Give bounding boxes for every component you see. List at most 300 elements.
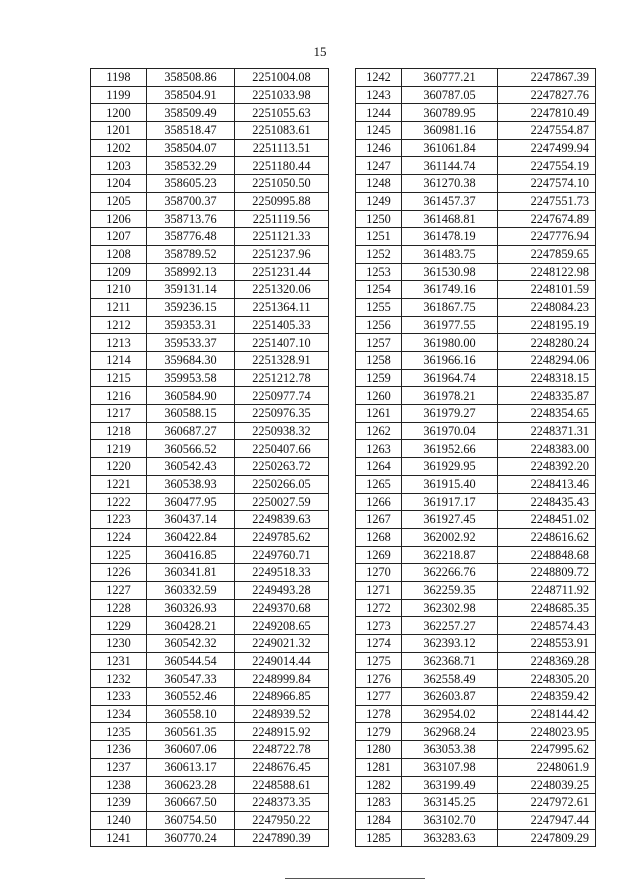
point-number-cell: 1215 <box>91 369 147 387</box>
point-number-cell: 1199 <box>91 86 147 104</box>
y-coordinate-cell: 2249208.65 <box>235 617 329 635</box>
table-row <box>91 228 329 246</box>
x-coordinate-cell: 363283.63 <box>402 829 498 847</box>
point-number-cell: 1253 <box>356 263 402 281</box>
y-coordinate-cell: 2248451.02 <box>498 511 596 529</box>
point-number-cell: 1257 <box>356 334 402 352</box>
x-coordinate-cell: 360584.90 <box>147 387 235 405</box>
table-row <box>91 104 329 122</box>
point-number-cell: 1270 <box>356 564 402 582</box>
y-coordinate-cell: 2248435.43 <box>498 493 596 511</box>
table-row <box>356 422 596 440</box>
point-number-cell: 1209 <box>91 263 147 281</box>
point-number-cell: 1235 <box>91 723 147 741</box>
table-row <box>91 617 329 635</box>
x-coordinate-cell: 360623.28 <box>147 776 235 794</box>
x-coordinate-cell: 360981.16 <box>402 122 498 140</box>
y-coordinate-cell: 2249518.33 <box>235 564 329 582</box>
point-number-cell: 1228 <box>91 599 147 617</box>
y-coordinate-cell: 2249839.63 <box>235 511 329 529</box>
x-coordinate-cell: 358700.37 <box>147 192 235 210</box>
y-coordinate-cell: 2251237.96 <box>235 245 329 263</box>
x-coordinate-cell: 358504.91 <box>147 86 235 104</box>
table-row <box>91 387 329 405</box>
point-number-cell: 1218 <box>91 422 147 440</box>
point-number-cell: 1249 <box>356 192 402 210</box>
y-coordinate-cell: 2251121.33 <box>235 228 329 246</box>
point-number-cell: 1211 <box>91 298 147 316</box>
table-row <box>91 69 329 87</box>
x-coordinate-cell: 361457.37 <box>402 192 498 210</box>
table-row <box>356 298 596 316</box>
point-number-cell: 1256 <box>356 316 402 334</box>
y-coordinate-cell: 2249021.32 <box>235 635 329 653</box>
table-row <box>356 210 596 228</box>
table-row <box>356 829 596 847</box>
x-coordinate-cell: 363107.98 <box>402 758 498 776</box>
x-coordinate-cell: 360538.93 <box>147 475 235 493</box>
point-number-cell: 1266 <box>356 493 402 511</box>
coordinates-table-left <box>90 68 329 847</box>
table-row <box>91 86 329 104</box>
point-number-cell: 1284 <box>356 811 402 829</box>
y-coordinate-cell: 2249014.44 <box>235 652 329 670</box>
y-coordinate-cell: 2251407.10 <box>235 334 329 352</box>
y-coordinate-cell: 2248101.59 <box>498 281 596 299</box>
table-row <box>356 122 596 140</box>
table-row <box>91 175 329 193</box>
table-row <box>356 599 596 617</box>
y-coordinate-cell: 2248711.92 <box>498 581 596 599</box>
y-coordinate-cell: 2247810.49 <box>498 104 596 122</box>
x-coordinate-cell: 362259.35 <box>402 581 498 599</box>
point-number-cell: 1198 <box>91 69 147 87</box>
table-row <box>356 811 596 829</box>
x-coordinate-cell: 361929.95 <box>402 458 498 476</box>
y-coordinate-cell: 2248676.45 <box>235 758 329 776</box>
point-number-cell: 1233 <box>91 688 147 706</box>
y-coordinate-cell: 2248848.68 <box>498 546 596 564</box>
table-row <box>91 581 329 599</box>
point-number-cell: 1243 <box>356 86 402 104</box>
x-coordinate-cell: 361952.66 <box>402 440 498 458</box>
x-coordinate-cell: 360588.15 <box>147 405 235 423</box>
table-row <box>356 705 596 723</box>
x-coordinate-cell: 358518.47 <box>147 122 235 140</box>
table-row <box>91 281 329 299</box>
point-number-cell: 1279 <box>356 723 402 741</box>
x-coordinate-cell: 361966.16 <box>402 352 498 370</box>
y-coordinate-cell: 2248685.35 <box>498 599 596 617</box>
point-number-cell: 1247 <box>356 157 402 175</box>
x-coordinate-cell: 361270.38 <box>402 175 498 193</box>
table-row <box>91 599 329 617</box>
x-coordinate-cell: 361979.27 <box>402 405 498 423</box>
table-row <box>91 741 329 759</box>
y-coordinate-cell: 2247674.89 <box>498 210 596 228</box>
x-coordinate-cell: 362393.12 <box>402 635 498 653</box>
table-row <box>91 139 329 157</box>
x-coordinate-cell: 361478.19 <box>402 228 498 246</box>
y-coordinate-cell: 2248335.87 <box>498 387 596 405</box>
point-number-cell: 1244 <box>356 104 402 122</box>
point-number-cell: 1231 <box>91 652 147 670</box>
y-coordinate-cell: 2248371.31 <box>498 422 596 440</box>
y-coordinate-cell: 2248084.23 <box>498 298 596 316</box>
point-number-cell: 1240 <box>91 811 147 829</box>
table-row <box>91 245 329 263</box>
y-coordinate-cell: 2248280.24 <box>498 334 596 352</box>
x-coordinate-cell: 362603.87 <box>402 688 498 706</box>
y-coordinate-cell: 2248305.20 <box>498 670 596 688</box>
point-number-cell: 1267 <box>356 511 402 529</box>
y-coordinate-cell: 2248553.91 <box>498 635 596 653</box>
y-coordinate-cell: 2251033.98 <box>235 86 329 104</box>
table-row <box>356 405 596 423</box>
x-coordinate-cell: 360416.85 <box>147 546 235 564</box>
x-coordinate-cell: 360754.50 <box>147 811 235 829</box>
x-coordinate-cell: 363199.49 <box>402 776 498 794</box>
point-number-cell: 1281 <box>356 758 402 776</box>
page-number: 15 <box>313 44 327 59</box>
y-coordinate-cell: 2248413.46 <box>498 475 596 493</box>
x-coordinate-cell: 360777.21 <box>402 69 498 87</box>
point-number-cell: 1224 <box>91 528 147 546</box>
point-number-cell: 1272 <box>356 599 402 617</box>
point-number-cell: 1222 <box>91 493 147 511</box>
table-row <box>356 387 596 405</box>
table-row <box>91 422 329 440</box>
table-body-right <box>356 69 596 847</box>
x-coordinate-cell: 362954.02 <box>402 705 498 723</box>
y-coordinate-cell: 2251231.44 <box>235 263 329 281</box>
x-coordinate-cell: 360544.54 <box>147 652 235 670</box>
table-row <box>91 440 329 458</box>
y-coordinate-cell: 2248999.84 <box>235 670 329 688</box>
table-row <box>91 316 329 334</box>
y-coordinate-cell: 2247859.65 <box>498 245 596 263</box>
point-number-cell: 1271 <box>356 581 402 599</box>
point-number-cell: 1232 <box>91 670 147 688</box>
x-coordinate-cell: 362302.98 <box>402 599 498 617</box>
table-row <box>356 157 596 175</box>
table-row <box>91 298 329 316</box>
x-coordinate-cell: 362002.92 <box>402 528 498 546</box>
x-coordinate-cell: 360561.35 <box>147 723 235 741</box>
x-coordinate-cell: 360547.33 <box>147 670 235 688</box>
x-coordinate-cell: 361970.04 <box>402 422 498 440</box>
point-number-cell: 1261 <box>356 405 402 423</box>
table-row <box>91 263 329 281</box>
point-number-cell: 1234 <box>91 705 147 723</box>
x-coordinate-cell: 358713.76 <box>147 210 235 228</box>
x-coordinate-cell: 359131.14 <box>147 281 235 299</box>
y-coordinate-cell: 2249760.71 <box>235 546 329 564</box>
y-coordinate-cell: 2248354.65 <box>498 405 596 423</box>
point-number-cell: 1264 <box>356 458 402 476</box>
x-coordinate-cell: 361977.55 <box>402 316 498 334</box>
y-coordinate-cell: 2251055.63 <box>235 104 329 122</box>
table-row <box>356 440 596 458</box>
y-coordinate-cell: 2248122.98 <box>498 263 596 281</box>
point-number-cell: 1216 <box>91 387 147 405</box>
point-number-cell: 1201 <box>91 122 147 140</box>
y-coordinate-cell: 2248061.9 <box>498 758 596 776</box>
y-coordinate-cell: 2248373.35 <box>235 794 329 812</box>
y-coordinate-cell: 2247554.19 <box>498 157 596 175</box>
point-number-cell: 1242 <box>356 69 402 87</box>
table-row <box>91 829 329 847</box>
x-coordinate-cell: 360341.81 <box>147 564 235 582</box>
point-number-cell: 1204 <box>91 175 147 193</box>
y-coordinate-cell: 2250263.72 <box>235 458 329 476</box>
x-coordinate-cell: 360613.17 <box>147 758 235 776</box>
table-row <box>356 281 596 299</box>
y-coordinate-cell: 2251119.56 <box>235 210 329 228</box>
x-coordinate-cell: 361867.75 <box>402 298 498 316</box>
x-coordinate-cell: 360422.84 <box>147 528 235 546</box>
x-coordinate-cell: 363053.38 <box>402 741 498 759</box>
x-coordinate-cell: 358509.49 <box>147 104 235 122</box>
point-number-cell: 1208 <box>91 245 147 263</box>
point-number-cell: 1239 <box>91 794 147 812</box>
table-row <box>356 528 596 546</box>
x-coordinate-cell: 360789.95 <box>402 104 498 122</box>
y-coordinate-cell: 2248574.43 <box>498 617 596 635</box>
table-row <box>91 705 329 723</box>
x-coordinate-cell: 360667.50 <box>147 794 235 812</box>
table-row <box>91 493 329 511</box>
y-coordinate-cell: 2248383.00 <box>498 440 596 458</box>
x-coordinate-cell: 361144.74 <box>402 157 498 175</box>
coordinates-table-right <box>355 68 596 847</box>
point-number-cell: 1237 <box>91 758 147 776</box>
y-coordinate-cell: 2251050.50 <box>235 175 329 193</box>
y-coordinate-cell: 2247995.62 <box>498 741 596 759</box>
point-number-cell: 1263 <box>356 440 402 458</box>
table-row <box>91 352 329 370</box>
y-coordinate-cell: 2248318.15 <box>498 369 596 387</box>
point-number-cell: 1248 <box>356 175 402 193</box>
point-number-cell: 1269 <box>356 546 402 564</box>
table-row <box>356 175 596 193</box>
point-number-cell: 1203 <box>91 157 147 175</box>
y-coordinate-cell: 2251212.78 <box>235 369 329 387</box>
table-row <box>91 811 329 829</box>
x-coordinate-cell: 359953.58 <box>147 369 235 387</box>
point-number-cell: 1229 <box>91 617 147 635</box>
point-number-cell: 1283 <box>356 794 402 812</box>
point-number-cell: 1282 <box>356 776 402 794</box>
x-coordinate-cell: 358992.13 <box>147 263 235 281</box>
x-coordinate-cell: 361927.45 <box>402 511 498 529</box>
point-number-cell: 1202 <box>91 139 147 157</box>
x-coordinate-cell: 360477.95 <box>147 493 235 511</box>
x-coordinate-cell: 362266.76 <box>402 564 498 582</box>
x-coordinate-cell: 362257.27 <box>402 617 498 635</box>
point-number-cell: 1273 <box>356 617 402 635</box>
point-number-cell: 1275 <box>356 652 402 670</box>
x-coordinate-cell: 361915.40 <box>402 475 498 493</box>
table-row <box>356 652 596 670</box>
table-row <box>356 564 596 582</box>
y-coordinate-cell: 2247574.10 <box>498 175 596 193</box>
y-coordinate-cell: 2247776.94 <box>498 228 596 246</box>
footer-rule <box>285 878 425 879</box>
y-coordinate-cell: 2247554.87 <box>498 122 596 140</box>
point-number-cell: 1278 <box>356 705 402 723</box>
table-row <box>356 635 596 653</box>
point-number-cell: 1217 <box>91 405 147 423</box>
table-row <box>91 369 329 387</box>
table-row <box>91 405 329 423</box>
y-coordinate-cell: 2248966.85 <box>235 688 329 706</box>
x-coordinate-cell: 361917.17 <box>402 493 498 511</box>
y-coordinate-cell: 2249370.68 <box>235 599 329 617</box>
point-number-cell: 1213 <box>91 334 147 352</box>
y-coordinate-cell: 2248294.06 <box>498 352 596 370</box>
point-number-cell: 1245 <box>356 122 402 140</box>
y-coordinate-cell: 2248939.52 <box>235 705 329 723</box>
point-number-cell: 1254 <box>356 281 402 299</box>
point-number-cell: 1262 <box>356 422 402 440</box>
point-number-cell: 1285 <box>356 829 402 847</box>
x-coordinate-cell: 358508.86 <box>147 69 235 87</box>
y-coordinate-cell: 2248039.25 <box>498 776 596 794</box>
x-coordinate-cell: 360552.46 <box>147 688 235 706</box>
x-coordinate-cell: 362368.71 <box>402 652 498 670</box>
y-coordinate-cell: 2250266.05 <box>235 475 329 493</box>
point-number-cell: 1227 <box>91 581 147 599</box>
point-number-cell: 1252 <box>356 245 402 263</box>
x-coordinate-cell: 360770.24 <box>147 829 235 847</box>
point-number-cell: 1212 <box>91 316 147 334</box>
y-coordinate-cell: 2250027.59 <box>235 493 329 511</box>
table-row <box>356 688 596 706</box>
y-coordinate-cell: 2248369.28 <box>498 652 596 670</box>
x-coordinate-cell: 363145.25 <box>402 794 498 812</box>
point-number-cell: 1276 <box>356 670 402 688</box>
table-row <box>356 86 596 104</box>
y-coordinate-cell: 2248359.42 <box>498 688 596 706</box>
y-coordinate-cell: 2248392.20 <box>498 458 596 476</box>
table-row <box>356 334 596 352</box>
x-coordinate-cell: 363102.70 <box>402 811 498 829</box>
table-row <box>356 369 596 387</box>
point-number-cell: 1236 <box>91 741 147 759</box>
point-number-cell: 1225 <box>91 546 147 564</box>
point-number-cell: 1241 <box>91 829 147 847</box>
y-coordinate-cell: 2247551.73 <box>498 192 596 210</box>
point-number-cell: 1238 <box>91 776 147 794</box>
y-coordinate-cell: 2247890.39 <box>235 829 329 847</box>
table-row <box>91 458 329 476</box>
table-row <box>91 776 329 794</box>
y-coordinate-cell: 2250995.88 <box>235 192 329 210</box>
table-row <box>356 458 596 476</box>
y-coordinate-cell: 2248195.19 <box>498 316 596 334</box>
table-row <box>91 652 329 670</box>
table-row <box>356 352 596 370</box>
table-row <box>91 723 329 741</box>
table-row <box>91 758 329 776</box>
y-coordinate-cell: 2247972.61 <box>498 794 596 812</box>
table-row <box>356 493 596 511</box>
x-coordinate-cell: 359236.15 <box>147 298 235 316</box>
table-row <box>91 670 329 688</box>
x-coordinate-cell: 361483.75 <box>402 245 498 263</box>
x-coordinate-cell: 360326.93 <box>147 599 235 617</box>
x-coordinate-cell: 360787.05 <box>402 86 498 104</box>
table-row <box>356 794 596 812</box>
x-coordinate-cell: 360687.27 <box>147 422 235 440</box>
y-coordinate-cell: 2247867.39 <box>498 69 596 87</box>
point-number-cell: 1246 <box>356 139 402 157</box>
point-number-cell: 1274 <box>356 635 402 653</box>
point-number-cell: 1251 <box>356 228 402 246</box>
table-row <box>356 511 596 529</box>
table-row <box>356 546 596 564</box>
table-row <box>356 263 596 281</box>
x-coordinate-cell: 362218.87 <box>402 546 498 564</box>
point-number-cell: 1219 <box>91 440 147 458</box>
x-coordinate-cell: 361978.21 <box>402 387 498 405</box>
table-row <box>91 210 329 228</box>
table-row <box>91 794 329 812</box>
x-coordinate-cell: 359684.30 <box>147 352 235 370</box>
x-coordinate-cell: 360542.32 <box>147 635 235 653</box>
table-row <box>356 104 596 122</box>
point-number-cell: 1265 <box>356 475 402 493</box>
table-row <box>356 69 596 87</box>
y-coordinate-cell: 2251083.61 <box>235 122 329 140</box>
x-coordinate-cell: 360428.21 <box>147 617 235 635</box>
x-coordinate-cell: 360566.52 <box>147 440 235 458</box>
table-row <box>91 475 329 493</box>
point-number-cell: 1259 <box>356 369 402 387</box>
y-coordinate-cell: 2248144.42 <box>498 705 596 723</box>
x-coordinate-cell: 360542.43 <box>147 458 235 476</box>
table-row <box>91 157 329 175</box>
table-row <box>356 581 596 599</box>
y-coordinate-cell: 2251320.06 <box>235 281 329 299</box>
point-number-cell: 1205 <box>91 192 147 210</box>
x-coordinate-cell: 360607.06 <box>147 741 235 759</box>
point-number-cell: 1226 <box>91 564 147 582</box>
point-number-cell: 1260 <box>356 387 402 405</box>
x-coordinate-cell: 362968.24 <box>402 723 498 741</box>
point-number-cell: 1255 <box>356 298 402 316</box>
y-coordinate-cell: 2247827.76 <box>498 86 596 104</box>
table-row <box>91 688 329 706</box>
y-coordinate-cell: 2249493.28 <box>235 581 329 599</box>
y-coordinate-cell: 2250976.35 <box>235 405 329 423</box>
y-coordinate-cell: 2250977.74 <box>235 387 329 405</box>
y-coordinate-cell: 2247499.94 <box>498 139 596 157</box>
table-row <box>91 546 329 564</box>
x-coordinate-cell: 360437.14 <box>147 511 235 529</box>
x-coordinate-cell: 361061.84 <box>402 139 498 157</box>
y-coordinate-cell: 2250407.66 <box>235 440 329 458</box>
point-number-cell: 1206 <box>91 210 147 228</box>
y-coordinate-cell: 2247809.29 <box>498 829 596 847</box>
table-row <box>91 564 329 582</box>
x-coordinate-cell: 360332.59 <box>147 581 235 599</box>
x-coordinate-cell: 358504.07 <box>147 139 235 157</box>
x-coordinate-cell: 361980.00 <box>402 334 498 352</box>
x-coordinate-cell: 359353.31 <box>147 316 235 334</box>
point-number-cell: 1210 <box>91 281 147 299</box>
